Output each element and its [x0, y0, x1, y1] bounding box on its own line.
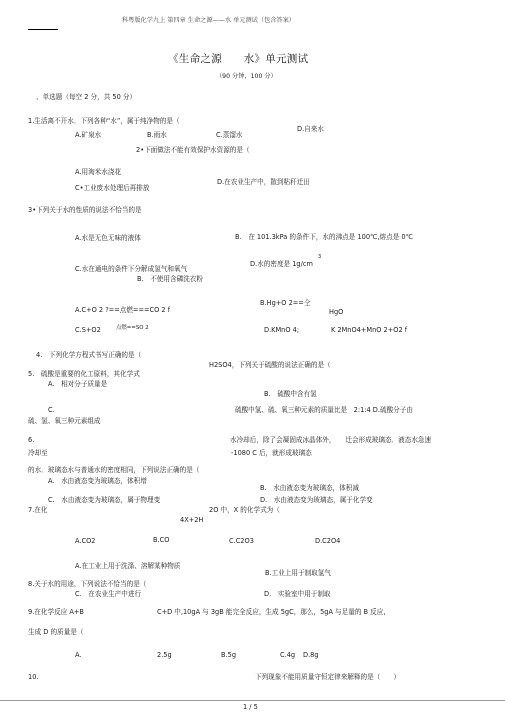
- question-8-option-c: C. 在农业生产中进行: [75, 590, 142, 598]
- question-4-stem: 4. 下列化学方程式书写正确的是（: [36, 351, 142, 359]
- question-8-option-b: B.工业上用于制取氢气: [265, 569, 331, 577]
- question-4-option-d: D.KMnO 4;: [264, 326, 300, 334]
- question-1-option-a: A.矿泉水: [75, 131, 102, 139]
- question-6-option-c: C. 水由液态变为玻璃态，属于物理变: [48, 496, 161, 504]
- question-3-stem: 3•下列关于水的性质的说法不恰当的是: [28, 206, 142, 214]
- question-9-stem-line2: 生成 D 的质量是（: [28, 628, 84, 636]
- question-9-option-b: B.5g: [221, 651, 237, 659]
- question-7-stem-cont: 2O 中，X 的化学式为（: [209, 506, 280, 514]
- question-9-option-c: C.4g: [280, 651, 296, 659]
- question-6-option-d: D. 水由液态变为玻璃态，属于化学变: [260, 496, 373, 504]
- question-7-stem: 7.在化: [28, 506, 48, 514]
- question-3-option-d: D.水的密度是 1g/cm: [250, 260, 313, 268]
- question-3-option-a: A.水是无色无味的液体: [75, 234, 141, 242]
- question-2-option-c: C•工业废水处理后再排放: [75, 184, 150, 192]
- question-6-option-b: B. 水由液态变为玻璃态，体积减: [260, 484, 359, 492]
- question-10-number: 10.: [28, 673, 39, 681]
- question-9-option-d: D.8g: [303, 651, 319, 659]
- question-5-formula: H2SO4，下列关于硫酸的说法正确的是（: [209, 361, 331, 369]
- question-7-equation: 4X+2H: [180, 516, 204, 524]
- question-5-option-a: A. 相对分子质量是: [48, 380, 108, 388]
- question-5-option-d-cont: 硫、氢、氧三种元素组成: [28, 417, 101, 425]
- question-8-option-a: A.在工业上用于洗涤、溶解某种物质: [75, 562, 181, 570]
- question-6-stem-line3: 的水．玻璃态水与普通水的密度相同，下列说法正确的是（: [28, 466, 200, 474]
- question-5-stem: 5. 硫酸是重要的化工原料，其化学式: [28, 370, 140, 378]
- question-9-stem: 9.在化学反应 A+B: [28, 608, 84, 616]
- question-1-option-b: B.雨水: [147, 131, 167, 139]
- question-5-option-b: B. 硫酸中含有氢: [264, 390, 317, 398]
- question-1-option-d: D.自来水: [297, 125, 324, 133]
- page-title: 《生命之源 水》单元测试: [168, 53, 309, 65]
- question-3-option-b: B. 在 101.3kPa 的条件下，水的沸点是 100℃,熔点是 0℃: [235, 233, 414, 241]
- question-2-option-a: A.用淘米水浇花: [75, 168, 122, 176]
- page-header: 科粤版化学九上 第四章 生命之源——水 单元测试（包含答案）: [122, 17, 295, 24]
- page-number: 1 / 5: [243, 703, 258, 711]
- question-4-option-d-products: K 2MnO4+MnO 2+O2 f: [331, 326, 408, 334]
- question-4-option-c-product: 点燃==SO 2: [116, 325, 149, 331]
- question-3-extra-option: B. 不使用含磷洗衣粉: [137, 275, 203, 283]
- question-9-stem-cont: C+D 中,10gA 与 3gB 能完全反应，生成 5gC，那么，5gA 与足量的 B 反应,: [157, 608, 386, 616]
- question-7-option-c: C.C2O3: [229, 537, 254, 545]
- question-3-superscript: 3: [318, 254, 322, 260]
- question-6-stem-line2: 冷却至: [28, 449, 48, 457]
- question-8-option-d: D. 实验室中用于制取: [264, 590, 331, 598]
- question-10-stem: 下列现象不能用质量守恒定律来解释的是（ ）: [255, 673, 401, 681]
- question-5-option-c: 硫酸中氢、硫、氧三种元素的质量比是 2:1:4 D.硫酸分子由: [235, 406, 413, 414]
- question-7-option-d: D.C2O4: [315, 537, 341, 545]
- footer-divider: [0, 700, 505, 701]
- question-6-stem-line1: 水冷却后，除了会凝固成冰晶体外， 迁会形成玻璃态．液态水急速: [230, 436, 432, 444]
- question-2-option-d: D.在农业生产中，散到粘秆迁田: [217, 178, 310, 186]
- question-3-option-c: C.水在通电的条件下分解成氢气和氧气: [75, 265, 188, 273]
- page-subtitle: （90 分钟，100 分）: [216, 73, 277, 80]
- question-4-option-b: B.Hg+O 2==仝: [260, 299, 311, 307]
- question-9-option-a-value: 2.5g: [157, 651, 172, 659]
- question-6-number: 6.: [28, 436, 35, 444]
- question-1-stem: 1.生活离不开水．下列各种“水”，属于纯净物的是（: [28, 117, 180, 125]
- question-7-option-a: A.CO2: [75, 537, 96, 545]
- header-underline: [28, 29, 58, 30]
- question-9-option-a: A.: [75, 651, 82, 659]
- question-6-option-a: A. 水由液态变为玻璃态，体积增: [48, 477, 147, 485]
- question-1-option-c: C.蒸馏水: [216, 131, 243, 139]
- question-6-temperature: -1080 C 后，就形成玻璃态: [231, 449, 312, 457]
- question-4-option-a: A.C+O 2 ?==点燃===CO 2 f: [75, 306, 171, 314]
- question-7-option-b: B.CO: [153, 536, 170, 544]
- question-2-stem: 2•下面做法不能有效保护水资源的是（: [136, 146, 250, 154]
- section-heading: 、单选题（每空 2 分，共 50 分）: [36, 93, 137, 101]
- question-8-stem: 8.关于水的用途，下列说法不恰当的是（: [28, 580, 147, 588]
- question-5-option-c-label: C.: [48, 406, 55, 414]
- question-4-option-c: C.S+O2: [75, 326, 101, 334]
- question-4-hgo: HgO: [329, 308, 344, 316]
